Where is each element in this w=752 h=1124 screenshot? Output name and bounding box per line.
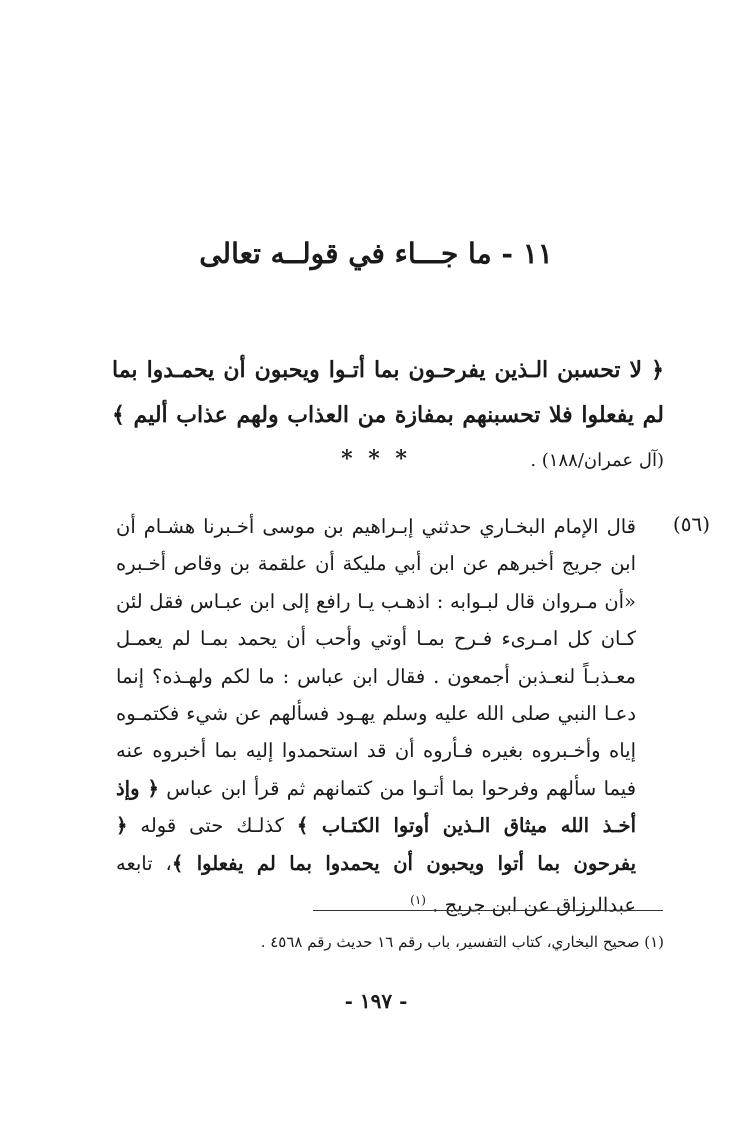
hadith-narration-2: كذلـك حتى قوله	[140, 814, 284, 838]
footnote: (١) صحيح البخاري، كتاب التفسير، باب رقم ١٦ حديث رقم ٤٥٦٨ .	[260, 933, 664, 951]
footnote-divider	[313, 910, 663, 911]
hadith-narration: قال الإمام البخـاري حدثني إبـراهيم بن موسى أخـبرنا هشـام أن ابن جريج أخبرهم عن ابن أبي مليكة أن علقمة بن وقاص أخـبره «أن مـروان قال لبـوابه : اذهـب يـا رافع إلى ابن عبـاس فقل لئن كـان كل امـرىء فـرح بمـا أوتي وأحب أن يحمد بمـا لم يعمـل معـذبـاً لنعـذبن أجمعون . فقال ابن عباس : ما لكم ولهـذه؟ إنما دعـا النبي صلى الله عليه وسلم يهـود فسألهم عن شيء فكتمـوه إياه وأخـبروه بغيره فـأروه أن قد استحمدوا إليه بما أخبروه عنه فيما سألهم وفرحوا بما أتـوا من كتمانهم ثم قرأ ابن عباس	[116, 515, 637, 800]
hadith-quote-2: ﴿ يفرحون بما أتوا ويحبون أن يحمدوا بما لم يفعلوا ﴾	[116, 814, 637, 875]
hadith-narration-3: ، تابعه عبدالرزاق عن ابن جريج .	[116, 851, 636, 917]
footnote-reference: (١)	[410, 893, 426, 908]
hadith-quote-1: ﴿ وإذ أخـذ الله ميثاق الـذين أوتوا الكتـاب ﴾	[116, 776, 636, 838]
section-separator: * * *	[341, 446, 411, 472]
hadith-text	[116, 508, 636, 924]
verse-text: ﴿ لا تحسبن الـذين يفرحـون بما أتـوا ويحبون أن يحمـدوا بما لم يفعلوا فلا تحسبنهم بمفازة من العذاب ولهم عذاب أليم ﴾	[112, 357, 664, 428]
chapter-title: ١١ - ما جـــاء في قولــه تعالى	[199, 237, 553, 270]
hadith-number: (٥٦)	[672, 512, 710, 536]
page-number: - ١٩٧ -	[344, 989, 408, 1013]
verse-reference: (آل عمران/١٨٨) .	[530, 450, 664, 471]
